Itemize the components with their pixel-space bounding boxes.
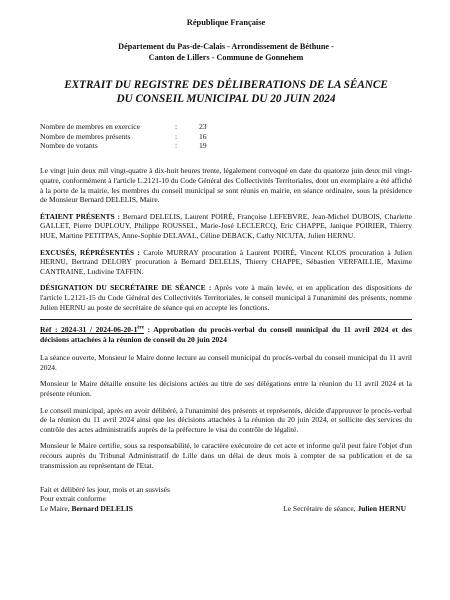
mayor-name: Bernard DELELIS <box>71 503 133 513</box>
count-colon: : <box>175 141 178 151</box>
present-paragraph <box>40 212 412 241</box>
secretary-signature <box>283 504 412 514</box>
count-colon: : <box>175 122 178 132</box>
count-value: 16 <box>199 131 207 141</box>
count-colon: : <box>175 131 178 141</box>
present-text: Bernard DELELIS, Laurent POIRÉ, Françoise LEFEBVRE, Jean-Michel DUBOIS, Charlette GALLET, Pierre DUPLOUY, Philippe ROUSSEL, Marie-José LECLERCQ, Eric CHAPPE, Janique POIRIER, Thierry HUE, Martine PETITPAS, Anne-Sophie DELAVAL, Céline DEBACK, Cathy NICUTA, Julien HERNU. <box>40 211 412 241</box>
body-paragraph-3: Le conseil municipal, après en avoir délibéré, à l'unanimité des présents et représentés, décide d'approuver le procès-verbal de la réunion du 11 avril 2024 ainsi que les décisions attachées à la réunion du 20 juin 2024, et sollicite des services du contrôle des actes administratifs auprès de la préfecture le visa du contrôle de légalité. <box>40 405 412 435</box>
secretary-name: Julien HERNU <box>357 503 406 513</box>
count-row <box>40 122 412 132</box>
section-divider <box>40 319 412 320</box>
count-label: Nombre de votants <box>40 141 98 151</box>
excused-text: Carole MURRAY procuration à Laurent POIRÉ, Vincent KLOS procuration à Julien HERNU, Bertrand DELORY procuration à Bernard DELELIS, Thierry CHAPPE, Sébastien VERFAILLIE, Maxime CANTRAINE, Ludivine TAFFIN. <box>40 247 412 277</box>
secretary-paragraph <box>40 283 412 312</box>
reference-code-superscript: ère <box>137 325 144 331</box>
reference-code-text: Réf : 2024-31 / 2024-06-20-1 <box>40 325 138 335</box>
title-line-1: EXTRAIT DU REGISTRE DES DÉLIBERATIONS DE LA SÉANCE <box>64 79 388 92</box>
count-label: Nombre de membres présents <box>40 131 131 141</box>
closing-line-1: Fait et délibéré les jour, mois et an susvisés <box>40 484 170 494</box>
body-paragraph-4: Monsieur le Maire certifie, sous sa responsabilité, le caractère exécutoire de cet acte et informe qu'il peut faire l'objet d'un recours auprès du Tribunal Administratif de Lille dans un délai de deux mois à compter de sa publication et de sa transmission au représentant de l'Etat. <box>40 441 412 470</box>
count-label: Nombre de membres en exercice <box>40 122 140 132</box>
reference-heading <box>40 325 412 345</box>
secretary-label: DÉSIGNATION DU SECRÉTAIRE DE SÉANCE : <box>40 283 212 293</box>
republic-heading: République Française <box>186 18 266 27</box>
signature-row <box>40 504 412 514</box>
member-counts <box>40 122 412 151</box>
mayor-prefix: Le Maire, <box>40 503 72 513</box>
title-line-2: DU CONSEIL MUNICIPAL DU 20 JUIN 2024 <box>116 93 336 106</box>
count-row <box>40 141 412 151</box>
present-label: ÉTAIENT PRÉSENTS : <box>40 211 120 221</box>
closing-line-2: Pour extrait conforme <box>40 494 106 504</box>
excused-paragraph <box>40 248 412 277</box>
count-row <box>40 132 412 142</box>
count-value: 19 <box>199 141 207 151</box>
document-title <box>40 78 412 106</box>
reference-text: : Approbation du procès-verbal du conseil municipal du 11 avril 2024 et des décisions attachées à la réunion de conseil du 20 juin 2024 <box>40 325 412 345</box>
document-page <box>40 18 412 514</box>
reference-code <box>40 325 144 334</box>
body-paragraph-1: La séance ouverte, Monsieur le Maire donne lecture au conseil municipal du procès-verbal du conseil municipal du 11 avril 2024. <box>40 353 412 373</box>
count-value: 23 <box>199 122 207 132</box>
mayor-signature <box>40 504 133 514</box>
intro-paragraph: Le vingt juin deux mil vingt-quatre à dix-huit heures trente, légalement convoqué en date du quatorze juin deux mil vingt-quatre, conformément à l'article L.2121-10 du Code Général des Collectivités Territoriales, dont un exemplaire a été affiché à la porte de la mairie, les membres du conseil municipal se sont réunis en mairie, en séance ordinaire, sous la présidence de Monsieur Bernard DELELIS, Maire. <box>40 165 412 205</box>
body-paragraph-2: Monsieur le Maire détaille ensuite les décisions actées au titre de ses délégations entre la réunion du 11 avril 2024 et la présente réunion. <box>40 379 412 399</box>
department-line-2: Canton de Lillers - Commune de Gonnehem <box>148 52 304 62</box>
excused-label: EXCUSÉS, RÉPRÉSENTÉS : <box>40 247 140 257</box>
secretary-text: Après vote à main levée, et en application des dispositions de l'article L.2121-15 du Code Général des Collectivités Territoriales, le conseil municipal à l'unanimité des présents, nomme Julien HERNU au poste de secrétaire de séance qui en accepte les fonctions. <box>40 283 413 313</box>
department-heading <box>40 42 412 63</box>
closing-block <box>40 485 412 514</box>
secretary-prefix: Le Secrétaire de séance, <box>283 503 358 513</box>
department-line-1: Département du Pas-de-Calais - Arrondissement de Béthune - <box>118 42 334 51</box>
